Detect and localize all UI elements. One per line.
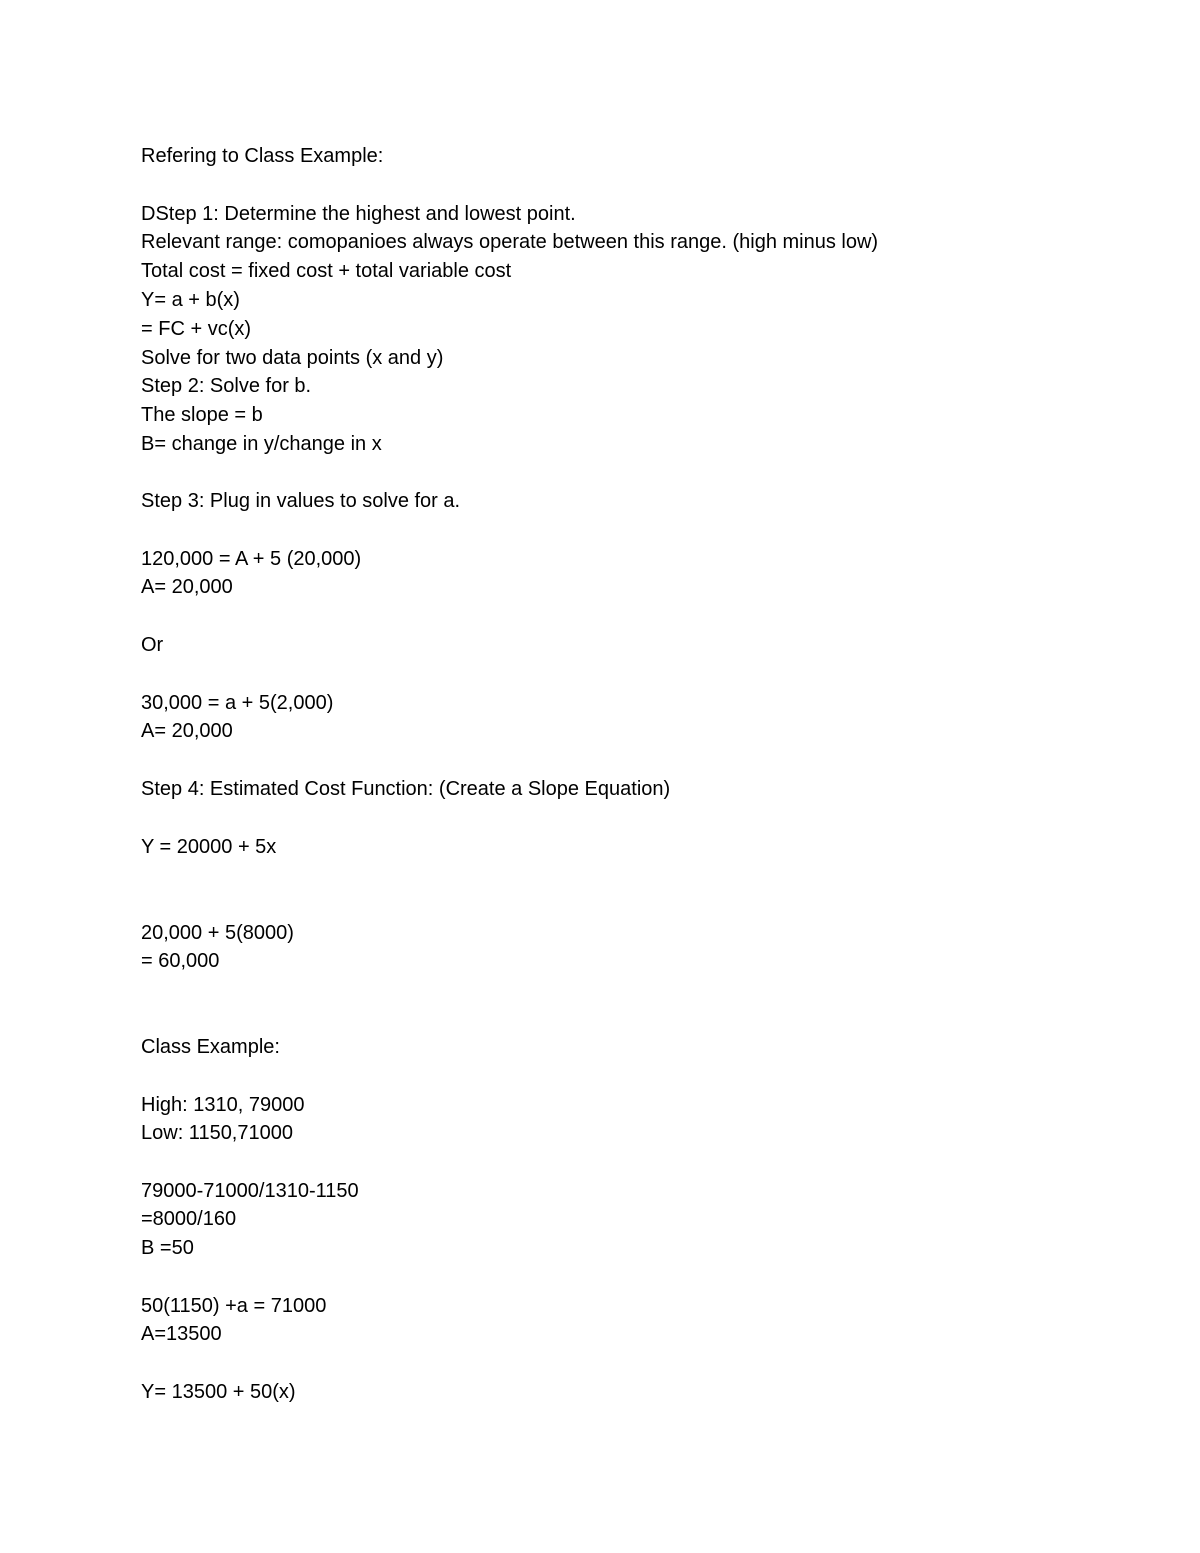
equation-line: Y= a + b(x) (141, 289, 240, 311)
equation-line: Y= 13500 + 50(x) (141, 1381, 296, 1403)
text-line: Solve for two data points (x and y) (141, 347, 444, 369)
equation-line: 79000-71000/1310-1150 (141, 1180, 359, 1202)
equation-line: A= 20,000 (141, 720, 233, 742)
or-line: Or (141, 634, 164, 656)
heading-refering-class-example: Refering to Class Example: (141, 145, 384, 167)
relevant-range-line: Relevant range: comopanioes always operate between this range. (high minus low) (141, 231, 879, 253)
equation-line: A= 20,000 (141, 576, 233, 598)
total-cost-line: Total cost = fixed cost + total variable cost (141, 260, 512, 282)
equation-line: 50(1150) +a = 71000 (141, 1295, 327, 1317)
equation-line: Y = 20000 + 5x (141, 836, 277, 858)
step-2-line: Step 2: Solve for b. (141, 375, 312, 397)
heading-class-example: Class Example: (141, 1036, 280, 1058)
step-4-line: Step 4: Estimated Cost Function: (Create a Slope Equation) (141, 778, 671, 800)
equation-line: = 60,000 (141, 950, 220, 972)
equation-line: 120,000 = A + 5 (20,000) (141, 548, 362, 570)
text-line: The slope = b (141, 404, 263, 426)
text-line: High: 1310, 79000 (141, 1094, 305, 1116)
equation-line: B =50 (141, 1237, 194, 1259)
equation-line: = FC + vc(x) (141, 318, 252, 340)
text-line: Low: 1150,71000 (141, 1122, 293, 1144)
equation-line: =8000/160 (141, 1208, 237, 1230)
step-3-line: Step 3: Plug in values to solve for a. (141, 490, 461, 512)
equation-line: A=13500 (141, 1323, 222, 1345)
equation-line: 30,000 = a + 5(2,000) (141, 692, 334, 714)
text-line: B= change in y/change in x (141, 433, 382, 455)
equation-line: 20,000 + 5(8000) (141, 922, 294, 944)
step-1-line: DStep 1: Determine the highest and lowest point. (141, 203, 576, 225)
